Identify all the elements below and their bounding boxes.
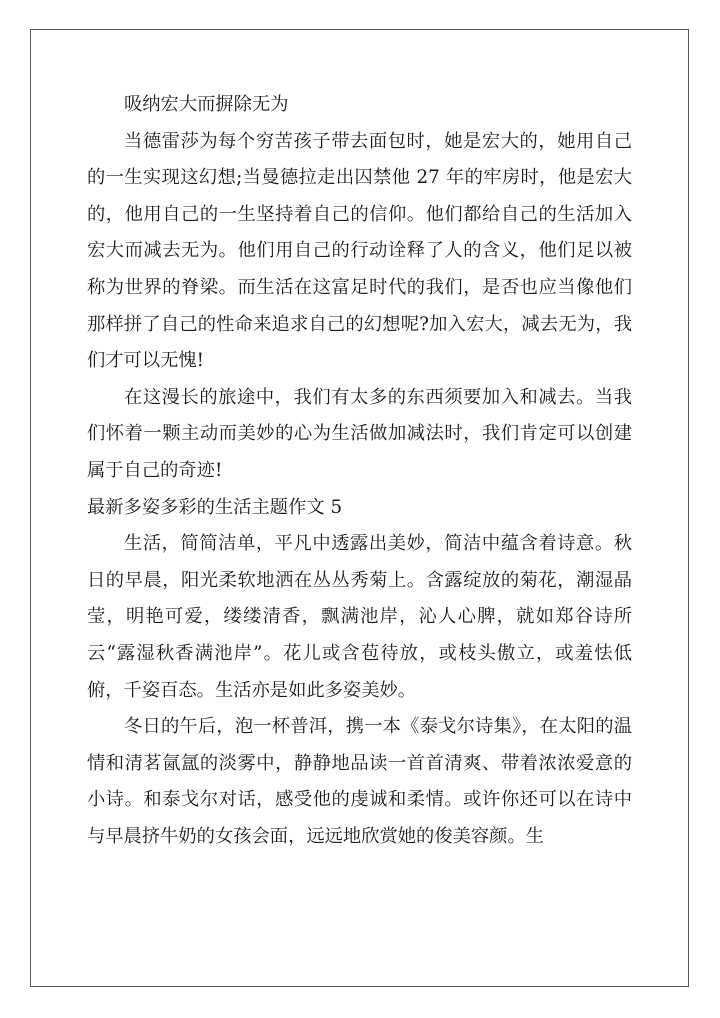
paragraph: 生活，简简洁单，平凡中透露出美妙，简洁中蕴含着诗意。秋日的早晨，阳光柔软地洒在丛丛秀菊上。含露绽放的菊花，潮湿晶莹，明艳可爱，缕缕清香，飘满池岸，沁人心脾，就如郑谷诗所云“露湿秋香满池岸”。花儿或含苞待放，或枝头傲立，或羞怯低俯，千姿百态。生活亦是如此多姿美妙。 (87, 533, 632, 701)
paragraph: 当德雷莎为每个穷苦孩子带去面包时，她是宏大的，她用自己的一生实现这幻想;当曼德拉走出囚禁他 27 年的牢房时，他是宏大的，他用自己的一生坚持着自己的信仰。他们都给自己的生活加入宏大而减去无为。他们用自己的行动诠释了人的含义，他们足以被称为世界的脊梁。而生活在这富足时代的我们，是否也应当像他们那样拼了自己的性命来追求自己的幻想呢?加入宏大，减去无为，我们才可以无愧! (87, 130, 632, 372)
article-title: 最新多姿多彩的生活主题作文 5 (87, 496, 343, 518)
paragraph: 冬日的午后，泡一杯普洱，携一本《泰戈尔诗集》，在太阳的温情和清茗氤氲的淡雾中，静静地品读一首首清爽、带着浓浓爱意的小诗。和泰戈尔对话，感受他的虔诚和柔情。或许你还可以在诗中与早晨挤牛奶的女孩会面，远远地欣赏她的俊美容颜。生 (87, 716, 632, 847)
paragraph: 在这漫长的旅途中，我们有太多的东西须要加入和减去。当我们怀着一颗主动而美妙的心为生活做加减法时，我们肯定可以创建属于自己的奇迹! (87, 386, 632, 481)
document-body (87, 87, 632, 855)
section-title: 吸纳宏大而摒除无为 (124, 94, 289, 115)
